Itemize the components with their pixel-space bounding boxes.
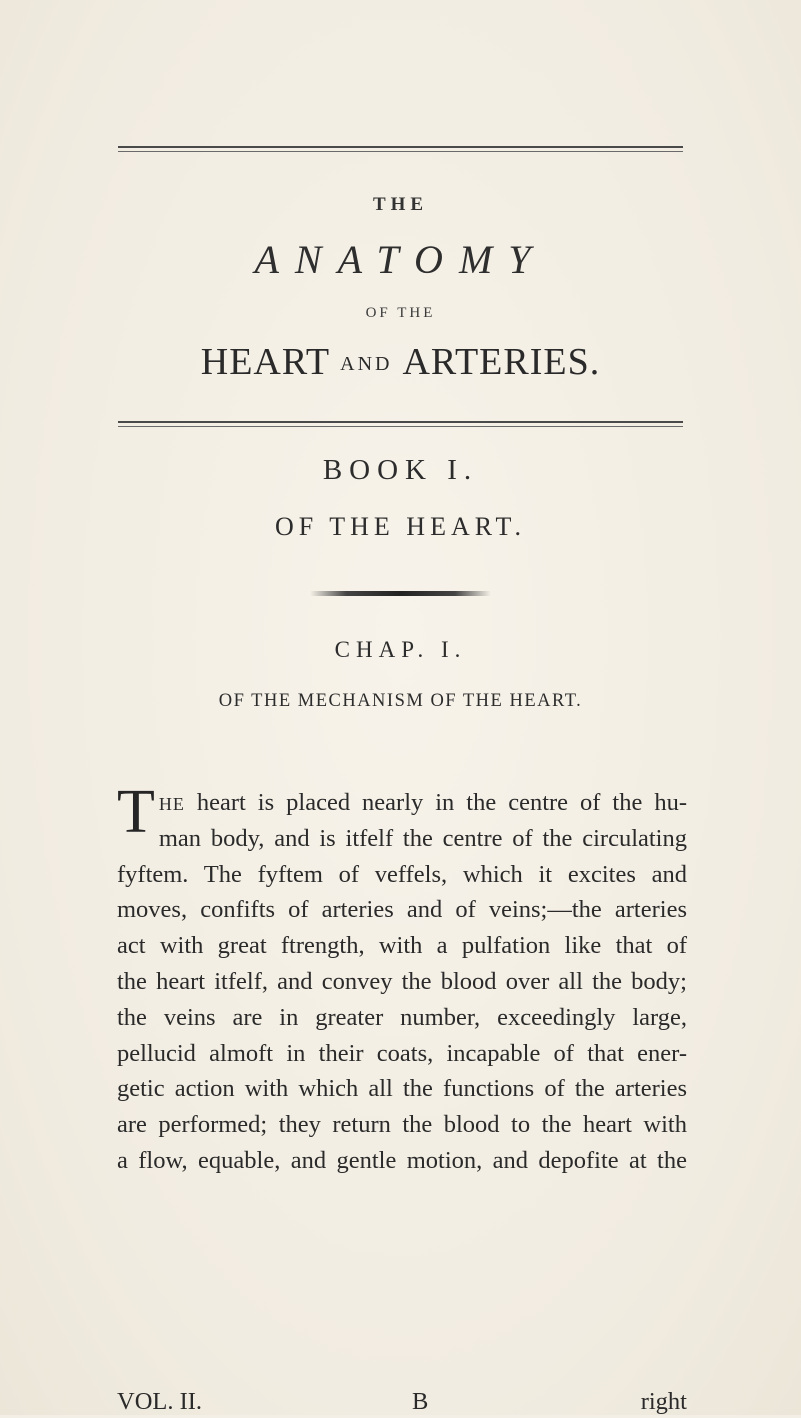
body-line-5: act with great ftrength, with a pulfation like that of — [117, 932, 687, 960]
title-and: AND — [340, 353, 393, 375]
book-subtitle: OF THE HEART. — [275, 512, 526, 541]
title-arteries: ARTERIES. — [402, 341, 601, 383]
title-anatomy: ANATOMY — [254, 237, 547, 282]
page-footer — [117, 1388, 687, 1418]
body-line-10: are performed; they return the blood to the heart with — [117, 1111, 687, 1139]
drop-cap: T — [117, 778, 155, 846]
volume-number: VOL. II. — [117, 1388, 203, 1415]
body-line-4: moves, confifts of arteries and of veins;—the arteries — [117, 896, 687, 924]
body-line-11: a flow, equable, and gentle motion, and depofite at the — [117, 1146, 687, 1174]
title-heart: HEART — [200, 341, 331, 383]
body-line-3: fyftem. The fyftem of veffels, which it excites and — [117, 860, 687, 888]
chapter-subtitle: OF THE MECHANISM OF THE HEART. — [218, 691, 583, 711]
ornament-rule — [310, 591, 491, 596]
chapter-heading: CHAP. I. — [334, 637, 467, 662]
body-line-1-text: heart is placed nearly in the centre of the hu- — [196, 789, 687, 816]
body-line-8: pellucid almoft in their coats, incapable of that ener- — [117, 1039, 687, 1067]
section-rule — [118, 421, 683, 423]
title-the: THE — [372, 194, 429, 215]
title-heart-and-arteries — [0, 340, 801, 384]
body-line-9: getic action with which all the functions of the arteries — [117, 1075, 687, 1103]
book-heading: BOOK I. — [322, 454, 479, 486]
body-line-2: man body, and is itfelf the centre of the circulating — [158, 824, 687, 852]
body-line-6: the heart itfelf, and convey the blood over all the body; — [117, 967, 687, 995]
first-word-rest: HE — [158, 794, 185, 814]
title-of-the: OF THE — [365, 305, 436, 321]
catchword: right — [640, 1388, 687, 1415]
body-line-7: the veins are in greater number, exceedingly large, — [117, 1003, 687, 1031]
signature-mark: B — [412, 1388, 429, 1415]
body-paragraph — [117, 778, 687, 1179]
top-rule — [118, 146, 683, 148]
